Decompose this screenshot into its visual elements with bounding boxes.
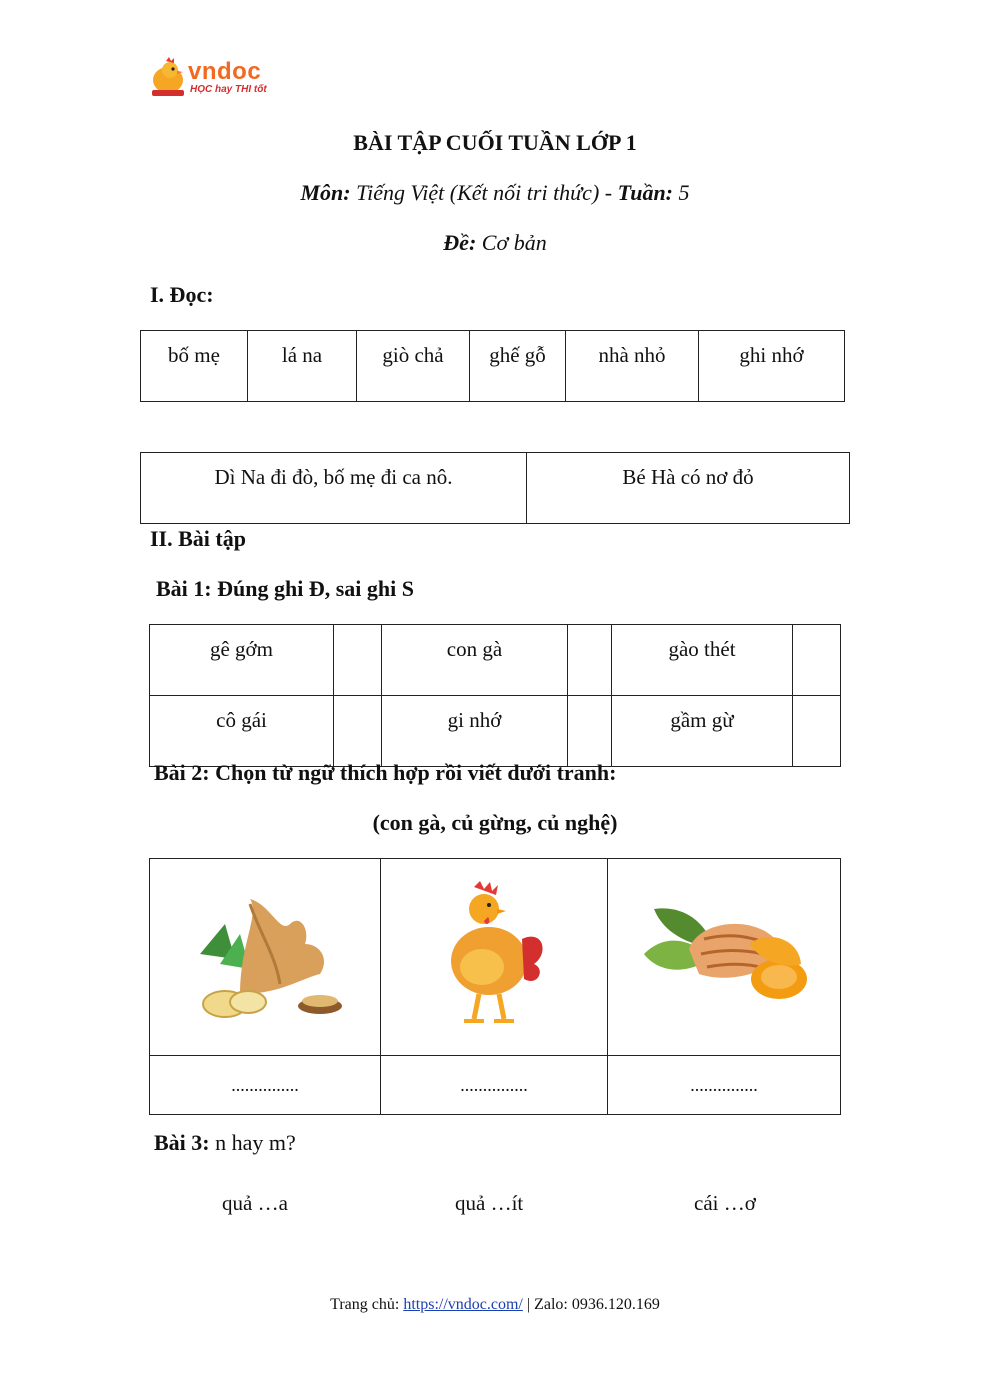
tf-word-cell: gầm gừ	[612, 696, 793, 767]
week-value: 5	[678, 180, 690, 205]
chicken-mascot-icon	[148, 56, 188, 98]
reading-sentences-table	[140, 452, 850, 524]
fill-item: cái …ơ	[694, 1191, 756, 1215]
ginger-image	[180, 884, 350, 1024]
word-cell: lá na	[248, 331, 357, 402]
footer-prefix: Trang chủ:	[330, 1296, 400, 1313]
word-cell: ghế gỗ	[470, 331, 566, 402]
level-line	[0, 230, 990, 256]
tf-word-cell: gê gớm	[150, 625, 334, 696]
tf-word-cell: gi nhớ	[382, 696, 568, 767]
picture-cell	[608, 859, 841, 1056]
bai3-label: Bài 3:	[154, 1130, 210, 1155]
answer-blank[interactable]: ...............	[150, 1056, 381, 1115]
tf-answer-box[interactable]	[568, 625, 612, 696]
answer-blank[interactable]: ...............	[608, 1056, 841, 1115]
footer-contact: | Zalo: 0936.120.169	[526, 1296, 660, 1313]
page-footer	[0, 1296, 990, 1314]
tf-word-cell: con gà	[382, 625, 568, 696]
tf-answer-box[interactable]	[793, 625, 841, 696]
word-cell: ghi nhớ	[699, 331, 845, 402]
word-cell: nhà nhỏ	[566, 331, 699, 402]
bai3-title	[154, 1130, 296, 1156]
exercises-heading: II. Bài tập	[150, 526, 246, 551]
sentence-cell: Dì Na đi đò, bố mẹ đi ca nô.	[141, 453, 527, 524]
bai1-title: Bài 1: Đúng ghi Đ, sai ghi S	[156, 576, 414, 601]
vndoc-logo	[148, 56, 278, 100]
level-label: Đề:	[443, 230, 477, 255]
worksheet-title: BÀI TẬP CUỐI TUẦN LỚP 1	[353, 130, 637, 155]
picture-cell	[150, 859, 381, 1056]
logo-wordmark: vndoc	[188, 58, 262, 85]
turmeric-image	[629, 889, 819, 1019]
tf-answer-box[interactable]	[334, 625, 382, 696]
picture-table	[149, 858, 841, 1115]
fill-item: quả …a	[222, 1191, 288, 1215]
reading-words-table	[140, 330, 845, 402]
bai2-title: Bài 2: Chọn từ ngữ thích hợp rồi viết dưới tranh:	[154, 760, 617, 785]
logo-tagline: HỌC hay THI tốt	[190, 84, 267, 95]
week-label: Tuần:	[617, 180, 674, 205]
tf-word-cell: gào thét	[612, 625, 793, 696]
reading-heading: I. Đọc:	[150, 282, 214, 307]
tf-answer-box[interactable]	[793, 696, 841, 767]
level-value: Cơ bản	[481, 230, 547, 255]
true-false-table	[149, 624, 841, 767]
chicken-image	[434, 879, 554, 1029]
tf-answer-box[interactable]	[334, 696, 382, 767]
tf-word-cell: cô gái	[150, 696, 334, 767]
tf-answer-box[interactable]	[568, 696, 612, 767]
subject-label: Môn:	[300, 180, 351, 205]
answer-blank[interactable]: ...............	[381, 1056, 608, 1115]
bai3-question: n hay m?	[215, 1130, 296, 1155]
word-cell: giò chả	[357, 331, 470, 402]
fill-item: quả …ít	[455, 1191, 524, 1215]
sentence-cell: Bé Hà có nơ đỏ	[527, 453, 850, 524]
picture-cell	[381, 859, 608, 1056]
subject-value: Tiếng Việt (Kết nối tri thức) -	[356, 180, 613, 205]
subject-line	[0, 180, 990, 206]
word-cell: bố mẹ	[141, 331, 248, 402]
bai2-choices: (con gà, củ gừng, củ nghệ)	[372, 810, 618, 835]
homepage-link[interactable]: https://vndoc.com/	[403, 1296, 523, 1313]
